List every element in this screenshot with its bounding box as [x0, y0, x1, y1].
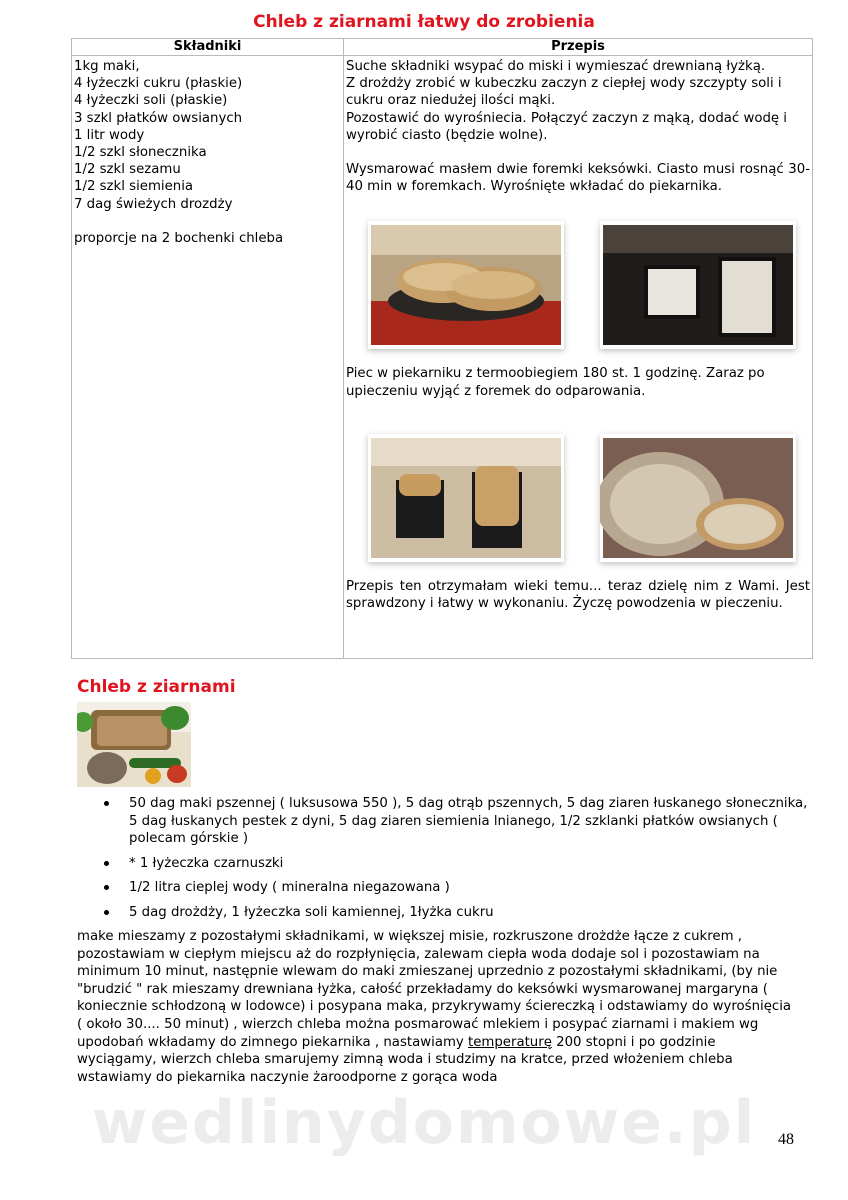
ingredient-item: 1kg maki, [74, 59, 140, 74]
ingredient-item: 1 litr wody [74, 127, 145, 143]
recipe1-title: Chleb z ziarnami łatwy do zrobienia [253, 12, 595, 32]
ingredients-header: Składniki [72, 39, 344, 56]
instructions-text: 200 stopni i po godzinie wyciągamy, wierzch chleba smarujemy zimną woda i studzimy na kratce, przed włożeniem chleba wstawiamy do piekarnika naczynie żaroodporne z gorąca woda [77, 1034, 733, 1085]
step-text: Wysmarować masłem dwie foremki keksówki. Ciasto musi rosnąć 30-40 min w foremkach. Wyrośnięte wkładać do piekarnika. [346, 162, 810, 195]
page-number: 48 [778, 1131, 794, 1148]
list-item: * 1 łyżeczka czarnuszki [129, 855, 819, 873]
recipe2-ingredients-list [129, 795, 819, 928]
ingredient-item: 3 szkl płatków owsianych [74, 110, 243, 126]
recipe1-table [71, 38, 813, 659]
ingredient-item: 4 łyżeczki soli (płaskie) [74, 93, 228, 109]
photo-row-2 [346, 434, 810, 562]
sliced-bread-photo [600, 434, 796, 562]
photo-row-1 [346, 221, 810, 349]
dough-in-oven-photo [600, 221, 796, 349]
step-text: Suche składniki wsypać do miski i wymieszać drewnianą łyżką. [346, 59, 766, 74]
recipe-cell [344, 56, 813, 659]
step-text: Pozostawić do wyrośniecia. Połączyć zaczyn z mąką, dodać wodę i wyrobić ciasto (będzie wolne). [346, 110, 787, 143]
instructions-text: make mieszamy z pozostałymi składnikami, w większej misie, rozkruszone drożdże łącze z cukrem , pozostawiam w ciepłym miejscu aż do rozpłynięcia, zalewam ciepła woda dodaje sol i pozostawiam na minimum 10 minut, następnie wlewam do maki zmieszanej uprzednio z pozostałymi składnikami, (by nie "brudzić " rak mieszamy drewniana łyżka, całość przekładamy do keksówki wysmarowanej margaryna ( koniecznie schłodzoną w lodowce) i posypana maka, przykrywamy ściereczką i odstawiamy do wyrośnięcia ( około 30.... 50 minut) , wierzch chleba można posmarować mlekiem i posypać ziarnami i makiem wg upodobań wkładamy do zimnego piekarnika , nastawiamy [77, 929, 792, 1050]
recipe-header: Przepis [344, 39, 813, 56]
step-text: Przepis ten otrzymałam wieki temu... teraz dzielę nim z Wami. Jest sprawdzony i łatwy w wykonaniu. Życzę powodzenia w pieczeniu. [346, 578, 810, 612]
step-text: Z drożdży zrobić w kubeczku zaczyn z ciepłej wody szczypty soli i cukru oraz niedużej ilości mąki. [346, 76, 782, 109]
baked-loaves-in-tins-photo [368, 434, 564, 562]
ingredient-item: 4 łyżeczki cukru (płaskie) [74, 76, 243, 92]
ingredient-item: 1/2 szkl sezamu [74, 162, 181, 178]
proportions-note: proporcje na 2 bochenki chleba [74, 230, 284, 246]
watermark: wedlinydomowe.pl [91, 1088, 757, 1158]
step-text: Piec w piekarniku z termoobiegiem 180 st. 1 godzinę. Zaraz po upieczeniu wyjąć z foremek do odparowania. [346, 366, 765, 399]
bread-vegetables-photo [77, 702, 191, 787]
recipe2-title: Chleb z ziarnami [77, 677, 236, 697]
ingredient-item: 1/2 szkl siemienia [74, 179, 194, 195]
temperature-link[interactable]: temperaturę [468, 1034, 552, 1050]
bread-loaves-photo [368, 221, 564, 349]
ingredient-item: 7 dag świeżych drozdży [74, 196, 233, 212]
list-item: 5 dag drożdży, 1 łyżeczka soli kamiennej, 1łyżka cukru [129, 904, 819, 922]
ingredients-cell [72, 56, 344, 659]
recipe2-instructions [77, 928, 797, 1086]
list-item: 1/2 litra cieplej wody ( mineralna niegazowana ) [129, 879, 819, 897]
list-item: 50 dag maki pszennej ( luksusowa 550 ), 5 dag otrąb pszennych, 5 dag ziaren łuskanego słonecznika, 5 dag łuskanych pestek z dyni, 5 dag ziaren siemienia lnianego, 1/2 szklanki płatków owsianych ( polecam górskie ) [129, 795, 819, 848]
ingredient-item: 1/2 szkl słonecznika [74, 145, 207, 161]
